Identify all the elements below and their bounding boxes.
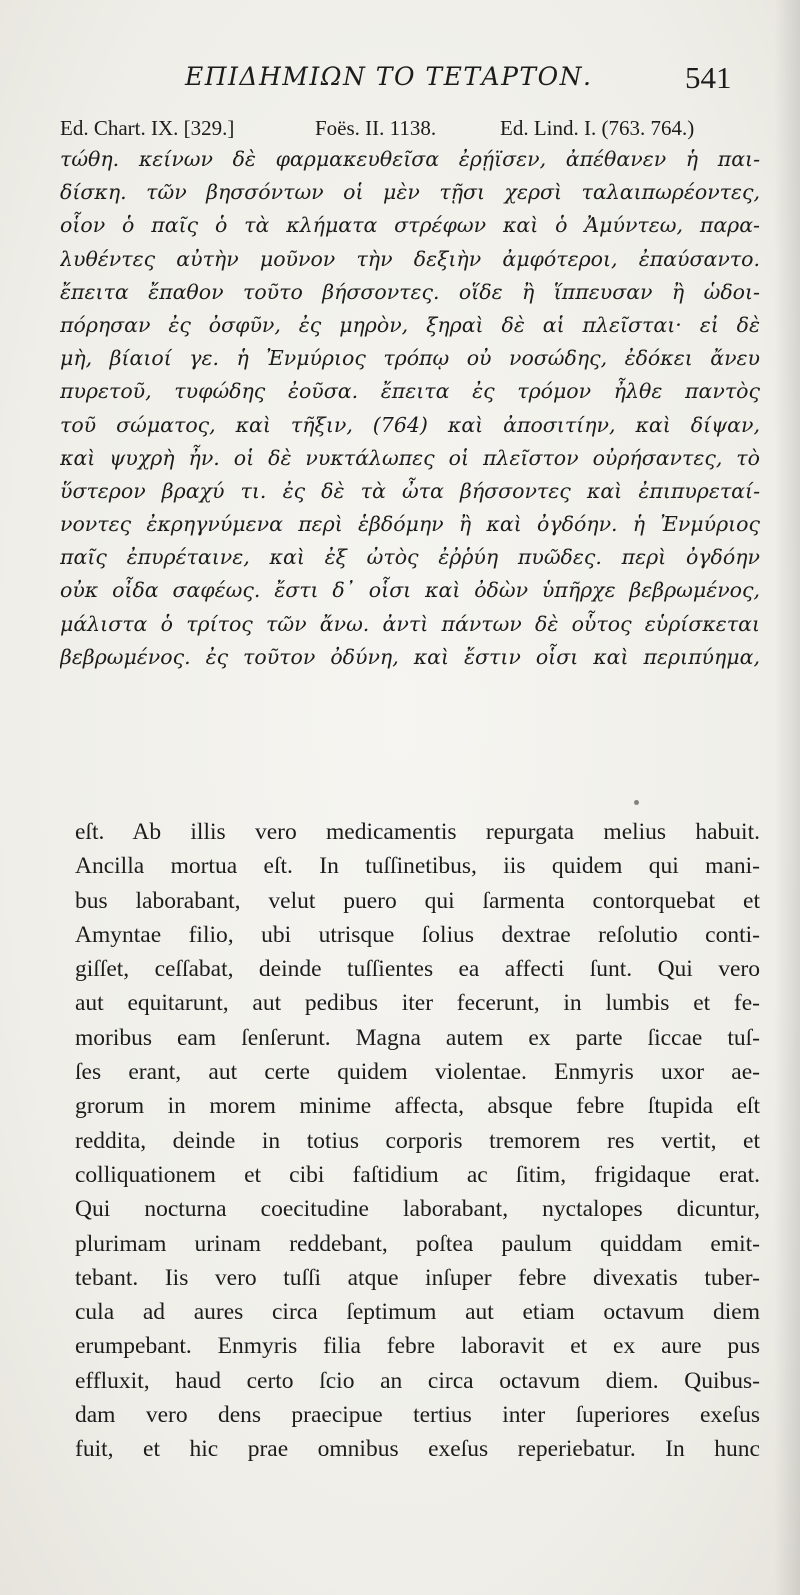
latin-text-block bbox=[75, 815, 760, 1467]
spine-shadow bbox=[774, 0, 800, 1595]
greek-line: βεβρωμένος. ἐς τοῦτον ὀδύνη, καὶ ἔστιν οἷσι καὶ περιπύημα, bbox=[60, 644, 760, 669]
greek-text-block bbox=[60, 143, 760, 674]
greek-line: καὶ ψυχρὴ ἦν. οἱ δὲ νυκτάλωπες οἱ πλεῖστον οὐρήσαντες, τὸ bbox=[60, 445, 760, 470]
edition-foes-ref: Foës. II. 1138. bbox=[315, 116, 437, 140]
greek-line: ἔπειτα ἔπαθον τοῦτο βήσσοντες. οἵδε ἢ ἵππευσαν ἢ ὡδοι- bbox=[60, 279, 760, 304]
latin-line: reddita, deinde in totius corporis tremorem res vertit, et bbox=[75, 1127, 760, 1154]
greek-line: τοῦ σώματος, καὶ τῆξιν, (764) καὶ ἀποσιτίην, καὶ δίψαν, bbox=[60, 412, 760, 437]
latin-line: plurimam urinam reddebant, poſtea paulum quiddam emit- bbox=[75, 1230, 760, 1257]
greek-line: δίσκη. τῶν βησσόντων οἱ μὲν τῇσι χερσὶ ταλαιπωρέοντες, bbox=[60, 180, 760, 205]
page-header bbox=[60, 62, 760, 102]
latin-line: giſſet, ceſſabat, deinde tuſſientes ea affecti ſunt. Qui vero bbox=[75, 956, 760, 983]
latin-line: moribus eam ſenſerunt. Magna autem ex parte ſiccae tuſ- bbox=[75, 1024, 760, 1051]
latin-line: ſes erant, aut certe quidem violentae. Enmyris uxor ae- bbox=[75, 1059, 760, 1086]
greek-line: οὐκ οἶδα σαφέως. ἔστι δ᾽ οἷσι καὶ ὀδὼν ὑπῆρχε βεβρωμένος, bbox=[60, 578, 760, 603]
greek-line: πυρετοῦ, τυφώδης ἐοῦσα. ἔπειτα ἐς τρόμον ἦλθε παντὸς bbox=[60, 379, 760, 404]
latin-line: aut equitarunt, aut pedibus iter fecerunt, in lumbis et fe- bbox=[75, 990, 760, 1017]
page-number: 541 bbox=[685, 60, 732, 95]
latin-line: eſt. Ab illis vero medicamentis repurgata melius habuit. bbox=[75, 819, 760, 845]
latin-line: erumpebant. Enmyris filia febre laboravit et ex aure pus bbox=[75, 1333, 760, 1360]
greek-line: μάλιστα ὁ τρίτος τῶν ἄνω. ἀντὶ πάντων δὲ οὗτος εὑρίσκεται bbox=[60, 611, 760, 636]
edition-chart-ref: Ed. Chart. IX. [329.] bbox=[60, 116, 235, 140]
greek-line: παῖς ἐπυρέταινε, καὶ ἐξ ὠτὸς ἐῤῥύη πυῶδες. περὶ ὀγδόην bbox=[60, 545, 760, 570]
greek-line: μὴ, βίαιοί γε. ἡ Ἐνμύριος τρόπῳ οὐ νοσώδης, ἐδόκει ἄνευ bbox=[60, 346, 760, 371]
latin-line: grorum in morem minime affecta, absque febre ſtupida eſt bbox=[75, 1093, 760, 1120]
greek-line: οἷον ὁ παῖς ὁ τὰ κλήματα στρέφων καὶ ὁ Ἀμύντεω, παρα- bbox=[60, 213, 760, 238]
greek-line: πόρησαν ἐς ὀσφῦν, ἐς μηρὸν, ξηραὶ δὲ αἱ πλεῖσται· εἰ δὲ bbox=[60, 312, 760, 337]
latin-line: fuit, et hic prae omnibus exeſus reperiebatur. In hunc bbox=[75, 1436, 760, 1463]
latin-line: Amyntae filio, ubi utrisque ſolius dextrae reſolutio conti- bbox=[75, 921, 760, 948]
latin-line: effluxit, haud certo ſcio an circa octavum diem. Quibus- bbox=[75, 1367, 760, 1394]
latin-line: bus laborabant, velut puero qui ſarmenta contorquebat et bbox=[75, 887, 760, 914]
latin-line: cula ad aures circa ſeptimum aut etiam octavum diem bbox=[75, 1299, 760, 1326]
running-title: ΕΠΙΔΗΜΙΩΝ ΤΟ ΤΕΤΑΡΤΟΝ. bbox=[185, 62, 593, 91]
greek-line: τώθη. κείνων δὲ φαρμακευθεῖσα ἐρῄϊσεν, ἀπέθανεν ἡ παι- bbox=[60, 147, 760, 171]
latin-line: colliquationem et cibi faſtidium ac ſitim, frigidaque erat. bbox=[75, 1161, 760, 1188]
latin-line: tebant. Iis vero tuſſi atque inſuper febre divexatis tuber- bbox=[75, 1264, 760, 1291]
latin-line: Qui nocturna coecitudine laborabant, nyctalopes dicuntur, bbox=[75, 1196, 760, 1223]
greek-line: νοντες ἐκρηγνύμενα περὶ ἑβδόμην ἢ καὶ ὀγδόην. ἡ Ἐνμύριος bbox=[60, 512, 760, 537]
latin-line: dam vero dens praecipue tertius inter ſuperiores exeſus bbox=[75, 1402, 760, 1429]
greek-line: ὕστερον βραχύ τι. ἐς δὲ τὰ ὦτα βήσσοντες καὶ ἐπιπυρεταί- bbox=[60, 478, 760, 503]
greek-line: λυθέντες αὐτὴν μοῦνον τὴν δεξιὴν ἀμφότεροι, ἐπαύσαντο. bbox=[60, 246, 760, 271]
latin-line: Ancilla mortua eſt. In tuſſinetibus, iis quidem qui mani- bbox=[75, 853, 760, 880]
ink-speck bbox=[634, 800, 639, 805]
edition-lind-ref: Ed. Lind. I. (763. 764.) bbox=[500, 116, 695, 140]
